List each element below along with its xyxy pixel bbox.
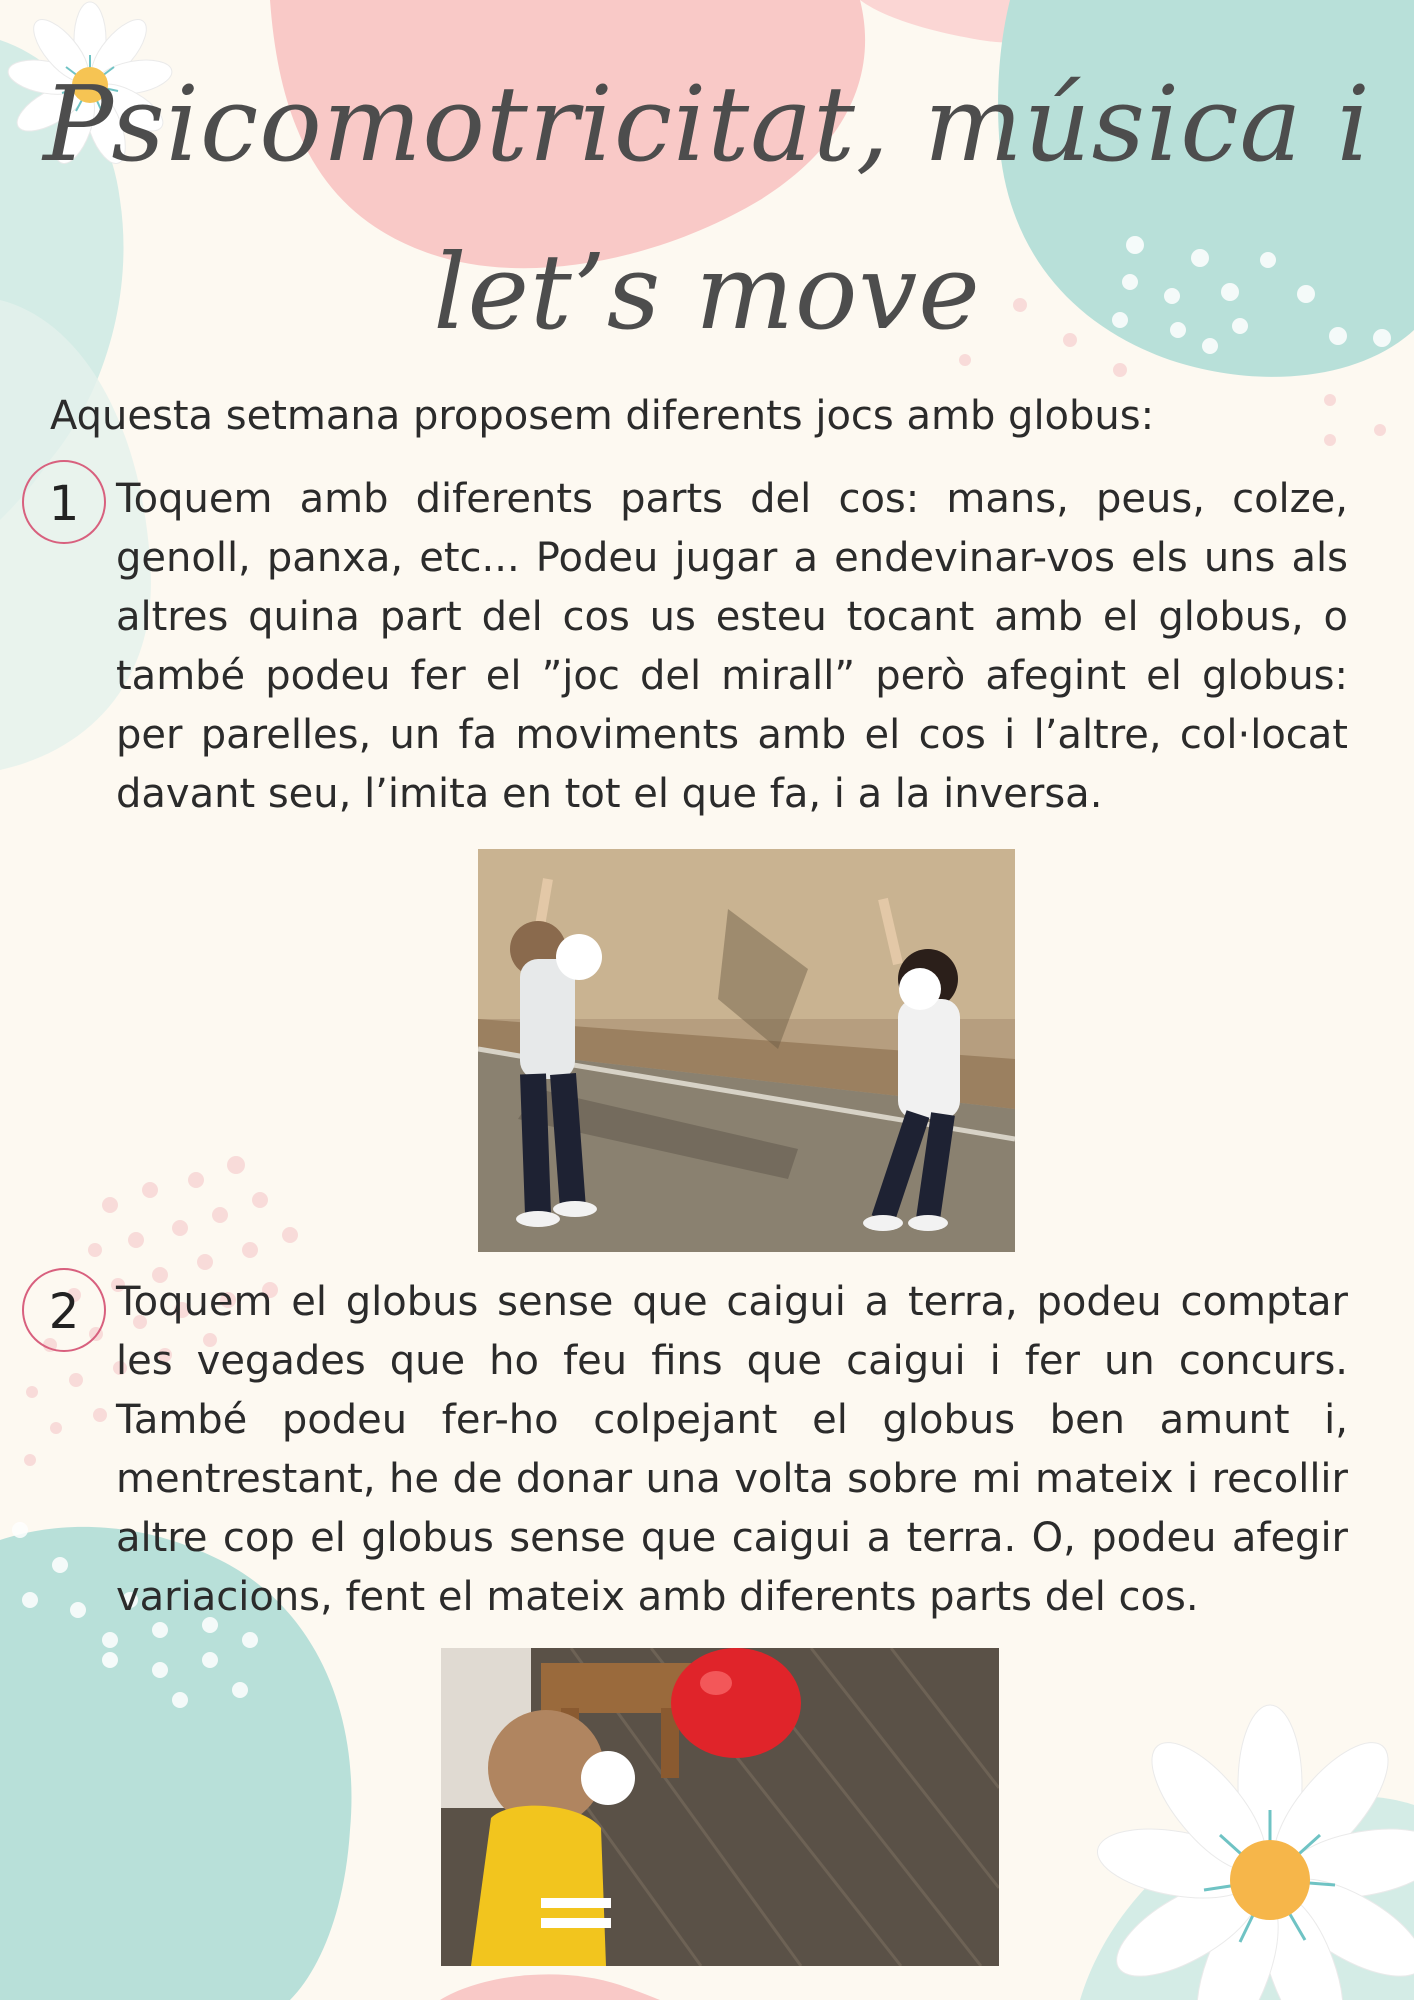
page-title: Psicomotricitat, música i let’s move <box>43 63 1371 353</box>
photo-child-red-balloon <box>441 1648 999 1966</box>
section-text: Toquem el globus sense que caigui a terra, podeu comptar les vegades que ho feu fins que caigui i fer un concurs. També podeu fer-ho colpejant el globus ben amunt i, mentrestant, he de donar una volta sobre mi mateix i recollir altre cop el globus sense que caigui a terra. O, podeu afegir variacions, fent el mateix amb diferents parts del cos. <box>116 1279 1348 1620</box>
section-number-badge: 2 <box>22 1268 106 1352</box>
intro-text: Aquesta setmana proposem diferents jocs amb globus: <box>50 393 1155 439</box>
section-number-badge: 1 <box>22 460 106 544</box>
photo-children-balloon-game <box>478 849 1015 1252</box>
section-text: Toquem amb diferents parts del cos: mans, peus, colze, genoll, panxa, etc... Podeu jugar a endevinar-vos els uns als altres quina part del cos us esteu tocant amb el globus, o també podeu fer el ”joc del mirall” però afegint el globus: per parelles, un fa moviments amb el cos i l’altre, col·locat davant seu, l’imita en tot el que fa, i a la inversa. <box>116 476 1348 817</box>
